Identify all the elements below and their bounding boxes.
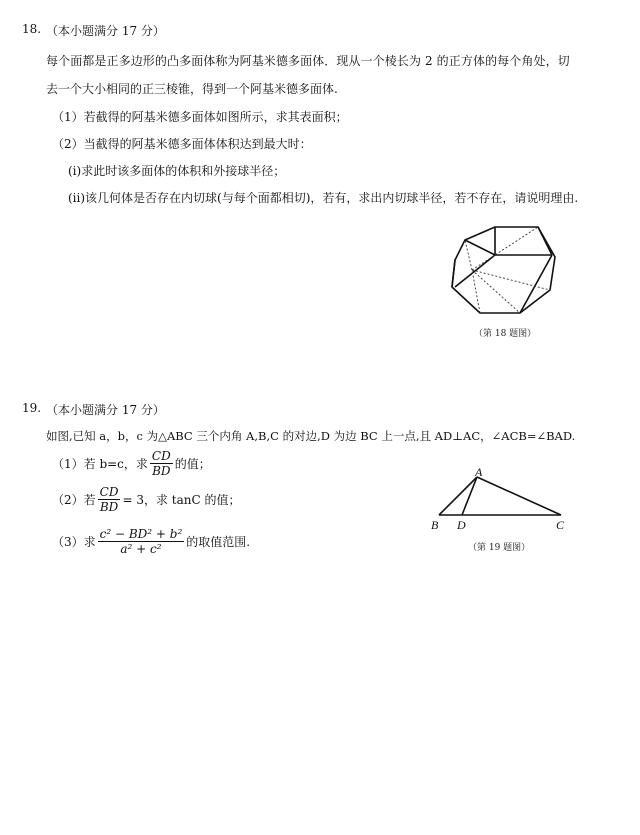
q18-part1: （1）若截得的阿基米德多面体如图所示，求其表面积； xyxy=(52,110,348,124)
q19-part2-denominator: BD xyxy=(99,500,119,514)
q19-number: 19. xyxy=(22,401,42,415)
q19-part1-numerator: CD xyxy=(151,449,171,463)
q19-header: （本小题满分 17 分） xyxy=(46,403,165,417)
q19-part1-suffix: 的值； xyxy=(174,457,211,471)
q19-part2 xyxy=(52,486,240,513)
q19-part3-denominator: a² + c² xyxy=(120,542,162,556)
q19-part1-fraction xyxy=(150,450,173,477)
q19-part1 xyxy=(52,450,211,477)
q18-intro-line2: 去一个大小相同的正三棱锥，得到一个阿基米德多面体. xyxy=(46,82,338,96)
q18-part2: （2）当截得的阿基米德多面体体积达到最大时： xyxy=(52,137,312,151)
q19-part2-fraction xyxy=(98,486,121,513)
q19-part2-suffix: = 3，求 tanC 的值； xyxy=(122,493,241,507)
q19-part1-denominator: BD xyxy=(152,464,171,478)
q19-part2-prefix: （2）若 xyxy=(52,493,96,507)
q19-label-b: B xyxy=(431,518,439,532)
q19-edge-ab xyxy=(439,477,477,515)
q19-part3 xyxy=(52,528,250,555)
q19-part3-fraction xyxy=(98,528,185,555)
q19-triangle-figure xyxy=(425,465,575,533)
q19-edge-ad xyxy=(462,477,477,515)
q19-part3-prefix: （3）求 xyxy=(52,535,96,549)
q18-part2-i: (i)求此时该多面体的体积和外接球半径； xyxy=(68,164,286,178)
q19-label-a: A xyxy=(475,465,483,479)
q18-number: 18. xyxy=(22,22,42,36)
q19-part1-prefix: （1）若 b=c，求 xyxy=(52,457,148,471)
q19-label-c: C xyxy=(556,518,565,532)
q19-edge-ac xyxy=(477,477,561,515)
q19-intro: 如图,已知 a，b，c 为△ABC 三个内角 A,B,C 的对边,D 为边 BC 上一点,且 AD⊥AC，∠ACB=∠BAD. xyxy=(46,429,576,443)
q18-intro-line1: 每个面都是正多边形的凸多面体称为阿基米德多面体．现从一个棱长为 2 的正方体的每个角处，切 xyxy=(46,54,570,68)
q19-figure-caption: （第 19 题图） xyxy=(468,543,531,553)
q18-figure-caption: （第 18 题图） xyxy=(474,329,537,339)
q18-part2-ii: (ii)该几何体是否存在内切球(与每个面都相切)，若有，求出内切球半径，若不存在，请说明理由. xyxy=(68,191,579,205)
q18-polyhedron-figure xyxy=(440,215,570,325)
q19-part2-numerator: CD xyxy=(99,485,119,499)
q18-header: （本小题满分 17 分） xyxy=(46,24,165,38)
q19-part3-numerator: c² − BD² + b² xyxy=(99,527,183,541)
q19-label-d: D xyxy=(457,518,466,532)
q19-part3-suffix: 的取值范围. xyxy=(186,535,251,549)
